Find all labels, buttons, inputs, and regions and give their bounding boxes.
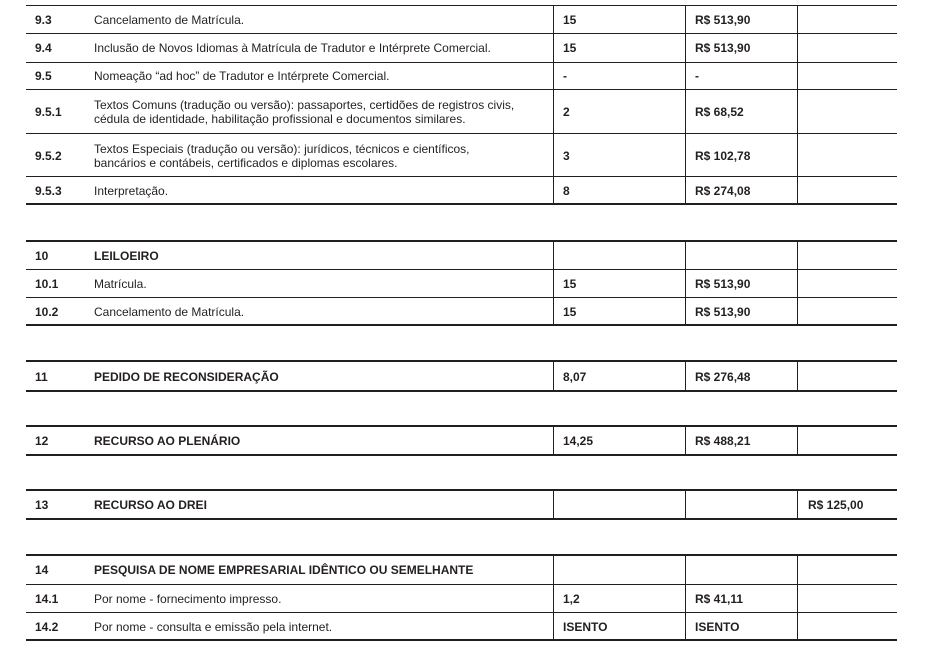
row-description: [94, 98, 514, 126]
row-value: R$ 513,90: [695, 305, 751, 319]
row-description: [94, 13, 244, 28]
row-code: 10: [35, 249, 49, 263]
row-quantity: 14,25: [563, 434, 594, 448]
row-value-drei: R$ 125,00: [808, 498, 864, 512]
row-divider: [26, 489, 897, 491]
row-quantity: ISENTO: [563, 620, 608, 634]
column-divider: [685, 555, 686, 640]
row-divider: [26, 425, 897, 427]
row-divider: [26, 612, 897, 613]
row-quantity: 15: [563, 13, 577, 27]
description-line: RECURSO AO PLENÁRIO: [94, 434, 241, 448]
row-divider: [26, 240, 897, 242]
row-value: R$ 513,90: [695, 13, 751, 27]
row-divider: [26, 89, 897, 90]
row-code: 9.5.3: [35, 184, 62, 198]
row-quantity: 2: [563, 105, 570, 119]
row-divider: [26, 390, 897, 392]
row-quantity: 15: [563, 41, 577, 55]
row-code: 12: [35, 434, 49, 448]
column-divider: [553, 361, 554, 391]
row-code: 10.2: [35, 305, 59, 319]
column-divider: [553, 555, 554, 640]
row-description: [94, 498, 207, 513]
column-divider: [797, 490, 798, 519]
column-divider: [553, 426, 554, 455]
row-quantity: 15: [563, 305, 577, 319]
row-value: R$ 513,90: [695, 41, 751, 55]
row-quantity: 15: [563, 277, 577, 291]
row-divider: [26, 5, 897, 6]
row-description: [94, 184, 168, 199]
description-line: PESQUISA DE NOME EMPRESARIAL IDÊNTICO OU SEMELHANTE: [94, 563, 474, 577]
row-divider: [26, 584, 897, 585]
row-description: [94, 592, 281, 607]
row-divider: [26, 176, 897, 177]
description-line: Cancelamento de Matrícula.: [94, 13, 245, 27]
row-code: 14.1: [35, 592, 59, 606]
row-quantity: 3: [563, 149, 570, 163]
row-code: 9.5: [35, 69, 52, 83]
column-divider: [797, 555, 798, 640]
column-divider: [685, 5, 686, 204]
row-quantity: 8,07: [563, 370, 587, 384]
column-divider: [685, 361, 686, 391]
row-description: [94, 142, 470, 170]
description-line: Por nome - consulta e emissão pela internet.: [94, 620, 333, 634]
row-value: R$ 41,11: [695, 592, 744, 606]
row-value: R$ 102,78: [695, 149, 751, 163]
row-description: [94, 249, 159, 264]
row-divider: [26, 360, 897, 362]
row-description: [94, 434, 240, 449]
row-value: R$ 276,48: [695, 370, 751, 384]
column-divider: [685, 426, 686, 455]
row-value: R$ 274,08: [695, 184, 751, 198]
row-value: ISENTO: [695, 620, 740, 634]
description-line: Textos Comuns (tradução ou versão): passaportes, certidões de registros civis,: [94, 98, 515, 112]
row-divider: [26, 518, 897, 520]
description-line: Inclusão de Novos Idiomas à Matrícula de Tradutor e Intérprete Comercial.: [94, 41, 491, 55]
row-divider: [26, 324, 897, 326]
column-divider: [797, 361, 798, 391]
description-line: RECURSO AO DREI: [94, 498, 207, 512]
description-line: Nomeação “ad hoc” de Tradutor e Intérprete Comercial.: [94, 69, 390, 83]
row-description: [94, 41, 491, 56]
row-divider: [26, 269, 897, 270]
row-code: 9.5.1: [35, 105, 62, 119]
row-description: [94, 370, 279, 385]
row-divider: [26, 203, 897, 205]
column-divider: [553, 241, 554, 325]
row-description: [94, 277, 147, 292]
row-divider: [26, 639, 897, 641]
row-divider: [26, 297, 897, 298]
row-code: 10.1: [35, 277, 59, 291]
description-line: Por nome - fornecimento impresso.: [94, 592, 282, 606]
description-line: cédula de identidade, habilitação profissional e documentos similares.: [94, 112, 466, 126]
description-line: PEDIDO DE RECONSIDERAÇÃO: [94, 370, 279, 384]
row-description: [94, 563, 473, 578]
column-divider: [797, 241, 798, 325]
column-divider: [553, 490, 554, 519]
row-code: 13: [35, 498, 49, 512]
column-divider: [685, 241, 686, 325]
description-line: LEILOEIRO: [94, 249, 159, 263]
row-code: 14: [35, 563, 49, 577]
row-value: R$ 513,90: [695, 277, 751, 291]
description-line: bancários e contábeis, certificados e diplomas escolares.: [94, 156, 398, 170]
row-quantity: 8: [563, 184, 570, 198]
row-description: [94, 69, 389, 84]
column-divider: [797, 5, 798, 204]
row-quantity: -: [563, 69, 567, 83]
description-line: Interpretação.: [94, 184, 169, 198]
row-value: R$ 488,21: [695, 434, 751, 448]
row-divider: [26, 554, 897, 556]
row-code: 11: [35, 370, 48, 384]
column-divider: [553, 5, 554, 204]
row-code: 9.3: [35, 13, 52, 27]
row-divider: [26, 62, 897, 63]
row-code: 9.5.2: [35, 149, 62, 163]
row-value: R$ 68,52: [695, 105, 744, 119]
row-description: [94, 305, 244, 320]
row-divider: [26, 454, 897, 456]
row-code: 14.2: [35, 620, 59, 634]
row-divider: [26, 133, 897, 134]
row-quantity: 1,2: [563, 592, 580, 606]
row-divider: [26, 33, 897, 34]
column-divider: [797, 426, 798, 455]
description-line: Matrícula.: [94, 277, 147, 291]
description-line: Cancelamento de Matrícula.: [94, 305, 245, 319]
row-code: 9.4: [35, 41, 52, 55]
row-description: [94, 620, 332, 635]
description-line: Textos Especiais (tradução ou versão): jurídicos, técnicos e científicos,: [94, 142, 470, 156]
column-divider: [685, 490, 686, 519]
row-value: -: [695, 69, 699, 83]
